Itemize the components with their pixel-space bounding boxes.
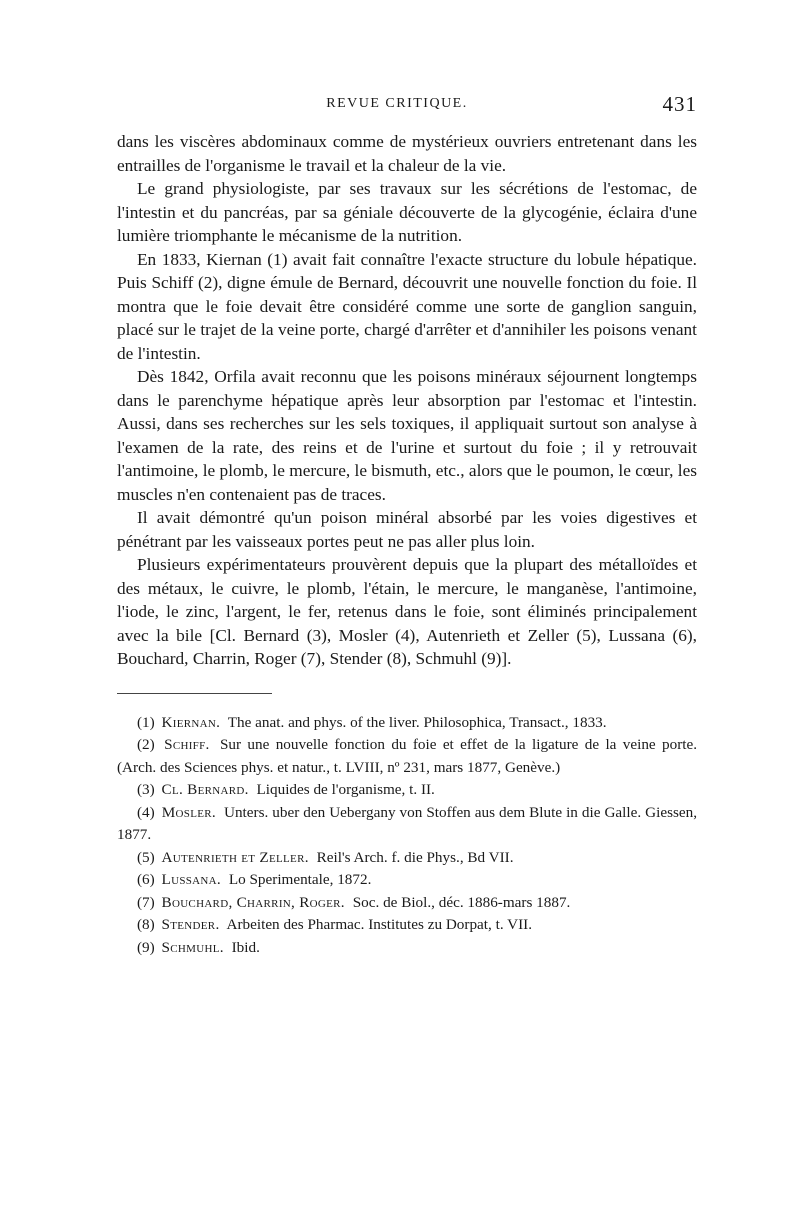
- footnote-text: Arbeiten des Pharmac. Institutes zu Dorpat, t. VII.: [226, 916, 533, 933]
- footnote-number: (3): [137, 781, 155, 798]
- paragraph: dans les viscères abdominaux comme de mystérieux ouvriers entretenant dans les entrailles de l'organisme le travail et la chaleur de la vie.: [117, 132, 697, 175]
- footnote-text: Soc. de Biol., déc. 1886-mars 1887.: [352, 893, 571, 911]
- footnote: [117, 869, 697, 892]
- paragraph: Dès 1842, Orfila avait reconnu que les poisons minéraux séjournent longtemps dans le parenchyme hépatique après leur absorption par l'estomac et l'intestin. Aussi, dans ses recherches sur les sels toxiques, il appliquait surtout son analyse à l'examen de la rate, des reins et de l'urine et surtout du foie ; il y retrouvait l'antimoine, le plomb, le mercure, le bismuth, etc., alors que le poumon, le cœur, les muscles n'en contenaient pas de traces.: [117, 367, 697, 504]
- footnote: [117, 892, 697, 915]
- footnote: [117, 779, 697, 802]
- footnote-number: (6): [137, 871, 155, 888]
- footnote-author: Cl. Bernard.: [161, 781, 249, 798]
- footnote-text: Liquides de l'organisme, t. II.: [256, 781, 435, 798]
- footnote-author: Stender.: [161, 916, 220, 933]
- footnote-number: (2): [137, 736, 155, 753]
- footnote-number: (8): [137, 916, 155, 933]
- footnote-number: (7): [137, 893, 155, 911]
- footnote-text: Sur une nouvelle fonction du foie et effet de la ligature de la veine porte. (Arch. des Sciences phys. et natur., t. LVIII, nº 231, mars 1877, Genève.): [117, 736, 698, 776]
- paragraph: Il avait démontré qu'un poison minéral absorbé par les voies digestives et pénétrant par les vaisseaux portes peut ne pas aller plus loin.: [117, 508, 697, 551]
- running-head: REVUE CRITIQUE.: [326, 96, 468, 111]
- footnote-text: The anat. and phys. of the liver. Philosophica, Transact., 1833.: [227, 713, 607, 731]
- footnote-number: (1): [137, 713, 155, 731]
- footnote: [117, 802, 697, 847]
- footnote: [117, 914, 697, 937]
- footnote: [117, 712, 697, 735]
- footnote-number: (9): [137, 938, 155, 956]
- footnote: [117, 937, 697, 960]
- footnote-author: Schmuhl.: [161, 938, 224, 956]
- footnote-author: Schiff.: [164, 736, 210, 753]
- page-header: [117, 92, 697, 130]
- footnote-separator: [117, 693, 272, 694]
- footnote-author: Kiernan.: [161, 713, 221, 731]
- book-page: [117, 92, 698, 959]
- footnote-author: Lussana.: [161, 871, 222, 888]
- paragraph: Le grand physiologiste, par ses travaux sur les sécrétions de l'estomac, de l'intestin et du pancréas, par sa géniale découverte de la glycogénie, éclaira d'une lumière triomphante le mécanisme de la nutrition.: [117, 179, 697, 245]
- footnote-text: Lo Sperimentale, 1872.: [228, 871, 372, 888]
- page-number: 431: [662, 92, 697, 116]
- footnote-number: (5): [137, 848, 155, 866]
- footnote-text: Ibid.: [231, 938, 260, 956]
- footnote-author: Mosler.: [161, 803, 216, 821]
- paragraph: Plusieurs expérimentateurs prouvèrent depuis que la plupart des métalloïdes et des métaux, le cuivre, le plomb, l'étain, le mercure, le manganèse, l'antimoine, l'iode, le zinc, l'argent, le fer, retenus dans le foie, sont éliminés principalement avec la bile [Cl. Bernard (3), Mosler (4), Autenrieth et Zeller (5), Lussana (6), Bouchard, Charrin, Roger (7), Stender (8), Schmuhl (9)].: [117, 555, 697, 668]
- paragraph: En 1833, Kiernan (1) avait fait connaître l'exacte structure du lobule hépatique. Puis Schiff (2), digne émule de Bernard, découvrit une nouvelle fonction du foie. Il montra que le foie devait être considéré comme une sorte de ganglion sanguin, placé sur le trajet de la veine porte, chargé d'arrêter et d'annihiler les poisons venant de l'intestin.: [117, 249, 697, 363]
- footnote-text: Unters. uber den Uebergany von Stoffen aus dem Blute in die Galle. Giessen, 1877.: [117, 803, 698, 843]
- footnote: [117, 847, 697, 870]
- body-text: [117, 130, 697, 671]
- footnote-number: (4): [137, 803, 155, 821]
- footnote-author: Bouchard, Charrin, Roger.: [161, 893, 345, 911]
- footnote-author: Autenrieth et Zeller.: [161, 848, 309, 866]
- footnote-text: Reil's Arch. f. die Phys., Bd VII.: [316, 848, 514, 866]
- footnote: [117, 734, 697, 779]
- footnotes: [117, 712, 697, 960]
